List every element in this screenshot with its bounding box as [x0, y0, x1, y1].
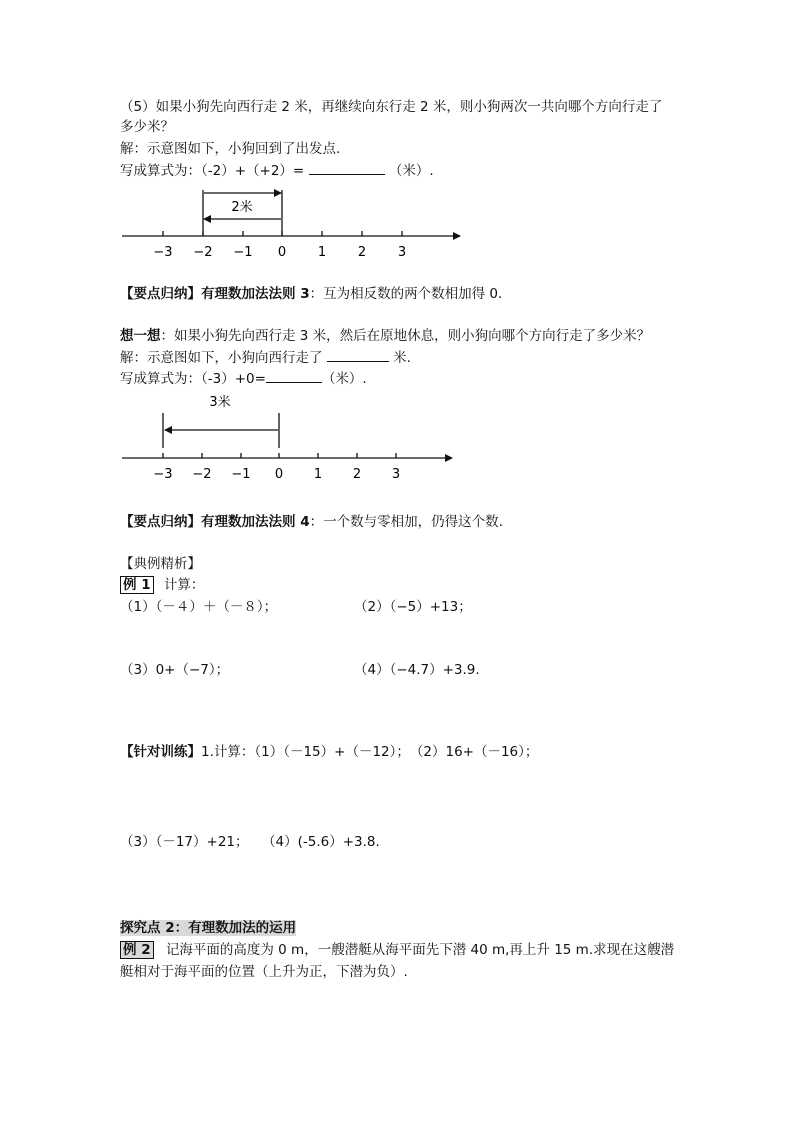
training-bracket: 【针对训练】 [120, 744, 201, 760]
examples-header: 【典例精析】 [120, 556, 201, 572]
training-line-2: （3）（－17）+21； （4）(-5.6）+3.8. [120, 834, 380, 850]
example-1-part-1: （1）（－４）＋（－８）； [120, 599, 278, 615]
arrow-label: 3米 [209, 395, 231, 410]
rule-text: ：互为相反数的两个数相加得 0. [309, 286, 503, 302]
think-formula [120, 368, 367, 389]
tick-label: −3 [153, 467, 173, 482]
question-5-line-2: 多少米？ [120, 119, 174, 135]
example-2-line-2: 艇相对于海平面的位置（上升为正，下潜为负）. [120, 964, 408, 980]
rule-bracket: 【要点归纳】 [120, 286, 201, 302]
number-line-1 [122, 190, 460, 260]
example-1-label: 例 1 [120, 576, 154, 594]
tick-label: −2 [192, 467, 212, 482]
tick-label: −1 [231, 467, 251, 482]
tick-label: −2 [193, 245, 213, 260]
tick-label: 0 [274, 467, 284, 482]
solution-text: 解：示意图如下，小狗向西行走了 [120, 350, 323, 366]
think-solution [120, 347, 411, 368]
number-line-2 [122, 394, 452, 482]
rule-name: 有理数加法法则 3 [201, 286, 310, 302]
tick-label: 0 [277, 245, 287, 260]
arrow-label: 2米 [231, 200, 253, 215]
answer-blank[interactable] [266, 368, 322, 383]
think-text: ：如果小狗先向西行走 3 米，然后在原地休息，则小狗向哪个方向行走了多少米？ [160, 328, 651, 344]
question-5-line-1: （5）如果小狗先向西行走 2 米，再继续向东行走 2 米，则小狗两次一共向哪个方向行走了 [120, 99, 663, 115]
training-line-1 [120, 742, 538, 762]
rule-text: ：一个数与零相加，仍得这个数. [309, 514, 503, 530]
formula-text: 写成算式为：（-3）+0= [120, 371, 266, 387]
rule-3 [120, 284, 502, 304]
tick-label: 2 [352, 467, 362, 482]
example-1-part-2: （2）（−5）+13； [354, 599, 472, 615]
tick-label: −1 [233, 245, 253, 260]
example-1-text: 计算： [163, 577, 205, 593]
tick-label: 1 [313, 467, 323, 482]
answer-blank[interactable] [327, 347, 389, 362]
tick-label: −3 [153, 245, 173, 260]
example-1-part-3: （3）0+（−7）； [120, 662, 230, 678]
example-1-title [120, 575, 204, 595]
question-5-solution: 解：示意图如下，小狗回到了出发点. [120, 141, 341, 157]
formula-text: 写成算式为：（-2）+（+2）= [120, 163, 305, 179]
think-title: 想一想 [120, 328, 161, 344]
tick-label: 1 [317, 245, 327, 260]
formula-unit: （米）. [321, 371, 367, 387]
example-2-text: 记海平面的高度为 0 m，一艘潜艇从海平面先下潜 40 m,再上升 15 m.求现在这艘潜 [165, 942, 675, 958]
example-2-line-1 [120, 940, 674, 960]
tick-label: 3 [391, 467, 401, 482]
example-2-label: 例 2 [120, 941, 154, 959]
explore-point-2 [120, 918, 296, 938]
think-question [120, 326, 650, 346]
example-1-part-4: （4）（−4.7）+3.9. [354, 662, 480, 678]
rule-bracket: 【要点归纳】 [120, 514, 201, 530]
training-text: 1.计算：（1）（－15）+（－12）； （2）16+（－16）； [201, 744, 539, 760]
rule-4 [120, 512, 503, 532]
rule-name: 有理数加法法则 4 [201, 514, 310, 530]
tick-label: 3 [397, 245, 407, 260]
solution-unit: 米. [393, 350, 411, 366]
tick-label: 2 [357, 245, 367, 260]
explore-label: 探究点 2：有理数加法的运用 [120, 920, 297, 936]
formula-unit: （米）. [388, 163, 434, 179]
